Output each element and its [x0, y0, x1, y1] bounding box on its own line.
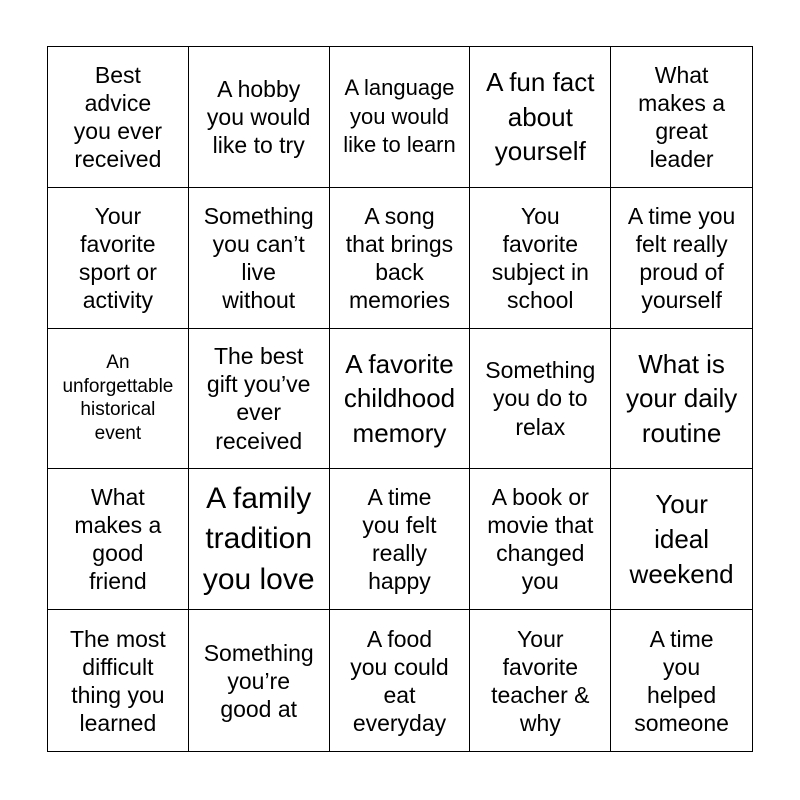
cell-text: A fun fact about yourself [486, 67, 595, 167]
bingo-cell[interactable] [48, 188, 189, 329]
bingo-cell[interactable] [330, 469, 471, 610]
cell-text: A time you helped someone [634, 625, 729, 736]
bingo-cell[interactable] [611, 47, 752, 188]
cell-text: Your ideal weekend [629, 489, 734, 589]
cell-text: A family tradition you love [202, 481, 315, 596]
bingo-cell[interactable] [330, 610, 471, 751]
bingo-cell[interactable] [330, 47, 471, 188]
bingo-cell[interactable] [189, 610, 330, 751]
cell-text: Something you do to relax [485, 357, 596, 440]
cell-text: A hobby you would like to try [206, 75, 311, 158]
bingo-board [47, 46, 753, 752]
cell-text: A book or movie that changed you [487, 484, 594, 595]
cell-text: A time you felt really proud of yourself [627, 202, 736, 313]
bingo-cell[interactable] [611, 469, 752, 610]
bingo-cell[interactable] [470, 610, 611, 751]
bingo-cell[interactable] [470, 47, 611, 188]
cell-text: An unforgettable historical event [62, 351, 174, 445]
cell-text: The best gift you’ve ever received [206, 343, 311, 454]
cell-text: The most difficult thing you learned [69, 625, 166, 736]
cell-text: A song that brings back memories [345, 202, 454, 313]
cell-text: Something you can’t live without [203, 202, 314, 313]
bingo-cell[interactable] [330, 329, 471, 470]
bingo-cell[interactable] [48, 47, 189, 188]
cell-text: Best advice you ever received [73, 61, 162, 172]
bingo-cell[interactable] [189, 469, 330, 610]
cell-text: You favorite subject in school [491, 202, 589, 313]
cell-text: What makes a great leader [638, 61, 726, 172]
bingo-cell[interactable] [48, 469, 189, 610]
bingo-cell[interactable] [470, 469, 611, 610]
bingo-cell[interactable] [470, 329, 611, 470]
cell-text: Your favorite teacher & why [491, 625, 590, 736]
bingo-cell[interactable] [470, 188, 611, 329]
bingo-cell[interactable] [611, 329, 752, 470]
cell-text: A time you felt really happy [362, 484, 437, 595]
bingo-cell[interactable] [330, 188, 471, 329]
bingo-cell[interactable] [189, 188, 330, 329]
bingo-cell[interactable] [189, 47, 330, 188]
cell-text: A favorite childhood memory [343, 348, 456, 448]
bingo-cell[interactable] [611, 610, 752, 751]
bingo-cell[interactable] [611, 188, 752, 329]
cell-text: What makes a good friend [74, 484, 162, 595]
bingo-cell[interactable] [48, 329, 189, 470]
cell-text: A food you could eat everyday [350, 625, 449, 736]
bingo-cell[interactable] [48, 610, 189, 751]
cell-text: Your favorite sport or activity [78, 202, 157, 313]
cell-text: What is your daily routine [625, 348, 738, 448]
cell-text: A language you would like to learn [343, 75, 456, 158]
bingo-cell[interactable] [189, 329, 330, 470]
cell-text: Something you’re good at [203, 639, 314, 722]
